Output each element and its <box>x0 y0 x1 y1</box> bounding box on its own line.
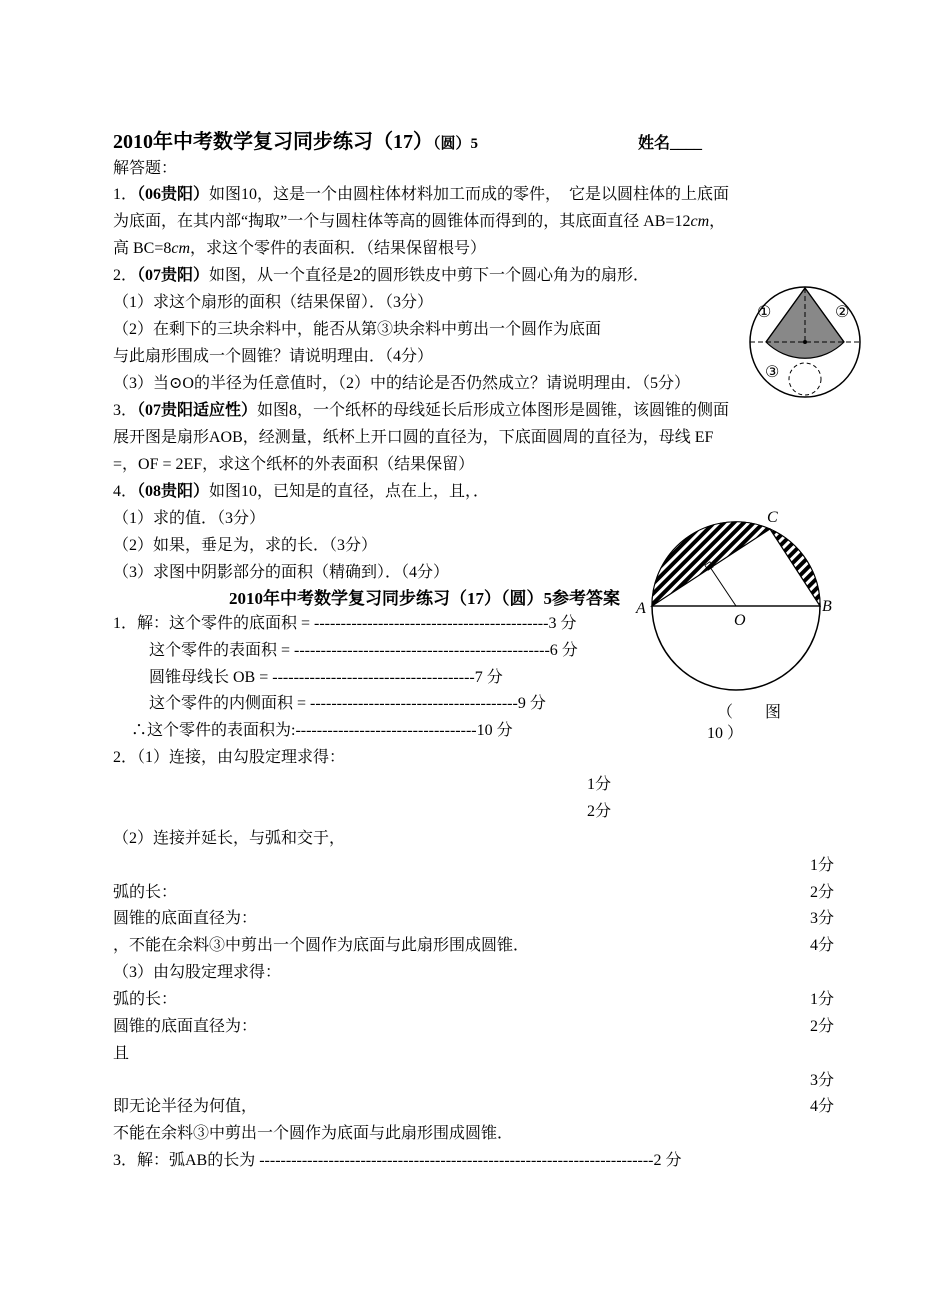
answers-title: 2010年中考数学复习同步练习（17）（圆）5参考答案 <box>229 589 620 608</box>
figure-caption: （ 图 <box>717 704 782 721</box>
section-heading: 解答题： <box>113 160 178 177</box>
score-label: 1分 <box>809 857 834 874</box>
score-label: 1分 <box>587 776 612 793</box>
q3-line-2: 展开图是扇形AOB，经测量，纸杯上开口圆的直径为，下底面圆周的直径为，母线 EF <box>113 429 714 446</box>
region-label-1: ① <box>757 304 772 321</box>
figure-circle-10 <box>630 505 840 700</box>
answer-row-text: 弧的长： <box>113 884 178 901</box>
point-label-o: O <box>734 612 746 629</box>
figure-caption: 10 ） <box>707 725 744 742</box>
q2-part-2b: 与此扇形围成一个圆锥？请说明理由．（4分） <box>113 348 434 365</box>
answer-row-text: 弧的长： <box>113 991 178 1008</box>
answer-2-end: 不能在余料③中剪出一个圆作为底面与此扇形围成圆锥． <box>113 1125 514 1142</box>
q2-line-1: 2．（07贵阳）如图，从一个直径是2的圆形铁皮中剪下一个圆心角为的扇形． <box>113 267 650 284</box>
score-label: 4分 <box>809 937 834 954</box>
answer-1-line: 1．解：这个零件的底面积 = --------------------------------------------3 分 <box>113 615 577 632</box>
score-label: 2分 <box>587 803 612 820</box>
q2-part-2a: （2）在剩下的三块余料中，能否从第③块余料中剪出一个圆作为底面 <box>113 321 602 338</box>
q1-line-1: 1．（06贵阳）如图10，这是一个由圆柱体材料加工而成的零件， 它是以圆柱体的上底面 <box>113 186 730 203</box>
q2-part-1: （1）求这个扇形的面积（结果保留）．（3分） <box>113 294 434 311</box>
answer-row-text: 即无论半径为何值， <box>113 1098 258 1115</box>
score-label: 2分 <box>809 1018 834 1035</box>
score-label: 3分 <box>809 1072 834 1089</box>
answer-1-line: 圆锥母线长 OB = --------------------------------------7 分 <box>149 669 503 686</box>
q1-line-3: 高 BC=8cm，求这个零件的表面积．（结果保留根号） <box>113 240 487 257</box>
figure-sector-circle <box>745 282 865 402</box>
q4-part-1: （1）求的值．（3分） <box>113 510 266 527</box>
answer-2-part-2: （2）连接并延长，与弧和交于， <box>113 830 346 847</box>
q2-part-3: （3）当⊙O的半径为任意值时，（2）中的结论是否仍然成立？请说明理由．（5分） <box>113 375 690 392</box>
answer-row-text: 圆锥的底面直径为： <box>113 1018 258 1035</box>
answer-row-text: ，不能在余料③中剪出一个圆作为底面与此扇形围成圆锥． <box>113 937 530 954</box>
q1-line-2: 为底面，在其内部“掏取”一个与圆柱体等高的圆锥体而得到的，其底面直径 AB=12cm， <box>113 213 726 230</box>
answer-3-line: 3．解：弧AB的长为 --------------------------------------------------------------------------2 分 <box>113 1152 682 1169</box>
q4-part-3: （3）求图中阴影部分的面积（精确到）．（4分） <box>113 564 450 581</box>
score-label: 4分 <box>809 1098 834 1115</box>
score-label: 2分 <box>809 884 834 901</box>
answer-2-part-3: （3）由勾股定理求得： <box>113 964 282 981</box>
answer-1-line: 这个零件的内侧面积 = ---------------------------------------9 分 <box>149 695 546 712</box>
answer-1-line: ∴这个零件的表面积为:----------------------------------10 分 <box>131 722 513 739</box>
score-label: 1分 <box>809 991 834 1008</box>
point-label-b: B <box>822 598 832 615</box>
answer-row-text: 且 <box>113 1045 130 1062</box>
q4-part-2: （2）如果，垂足为，求的长．（3分） <box>113 537 378 554</box>
doc-title: 2010年中考数学复习同步练习（17） <box>113 131 433 153</box>
q3-line-3: =，OF = 2EF，求这个纸杯的外表面积（结果保留） <box>113 456 475 473</box>
answer-row-text: 圆锥的底面直径为： <box>113 910 258 927</box>
score-label: 3分 <box>809 910 834 927</box>
answer-2-head: 2．（1）连接，由勾股定理求得： <box>113 749 346 766</box>
q4-line-1: 4．（08贵阳）如图10，已知是的直径，点在上，且，． <box>113 483 490 500</box>
region-label-3: ③ <box>765 364 780 381</box>
region-label-2: ② <box>835 304 850 321</box>
doc-subtitle: （圆）5 <box>433 136 479 152</box>
point-label-a: A <box>636 600 646 617</box>
title-line <box>113 132 478 154</box>
answer-1-line: 这个零件的表面积 = ------------------------------------------------6 分 <box>149 642 578 659</box>
q3-line-1: 3．（07贵阳适应性）如图8，一个纸杯的母线延长后形成立体图形是圆锥，该圆锥的侧面 <box>113 402 730 419</box>
point-label-c: C <box>767 509 778 526</box>
name-field-label: 姓名____ <box>638 135 703 152</box>
